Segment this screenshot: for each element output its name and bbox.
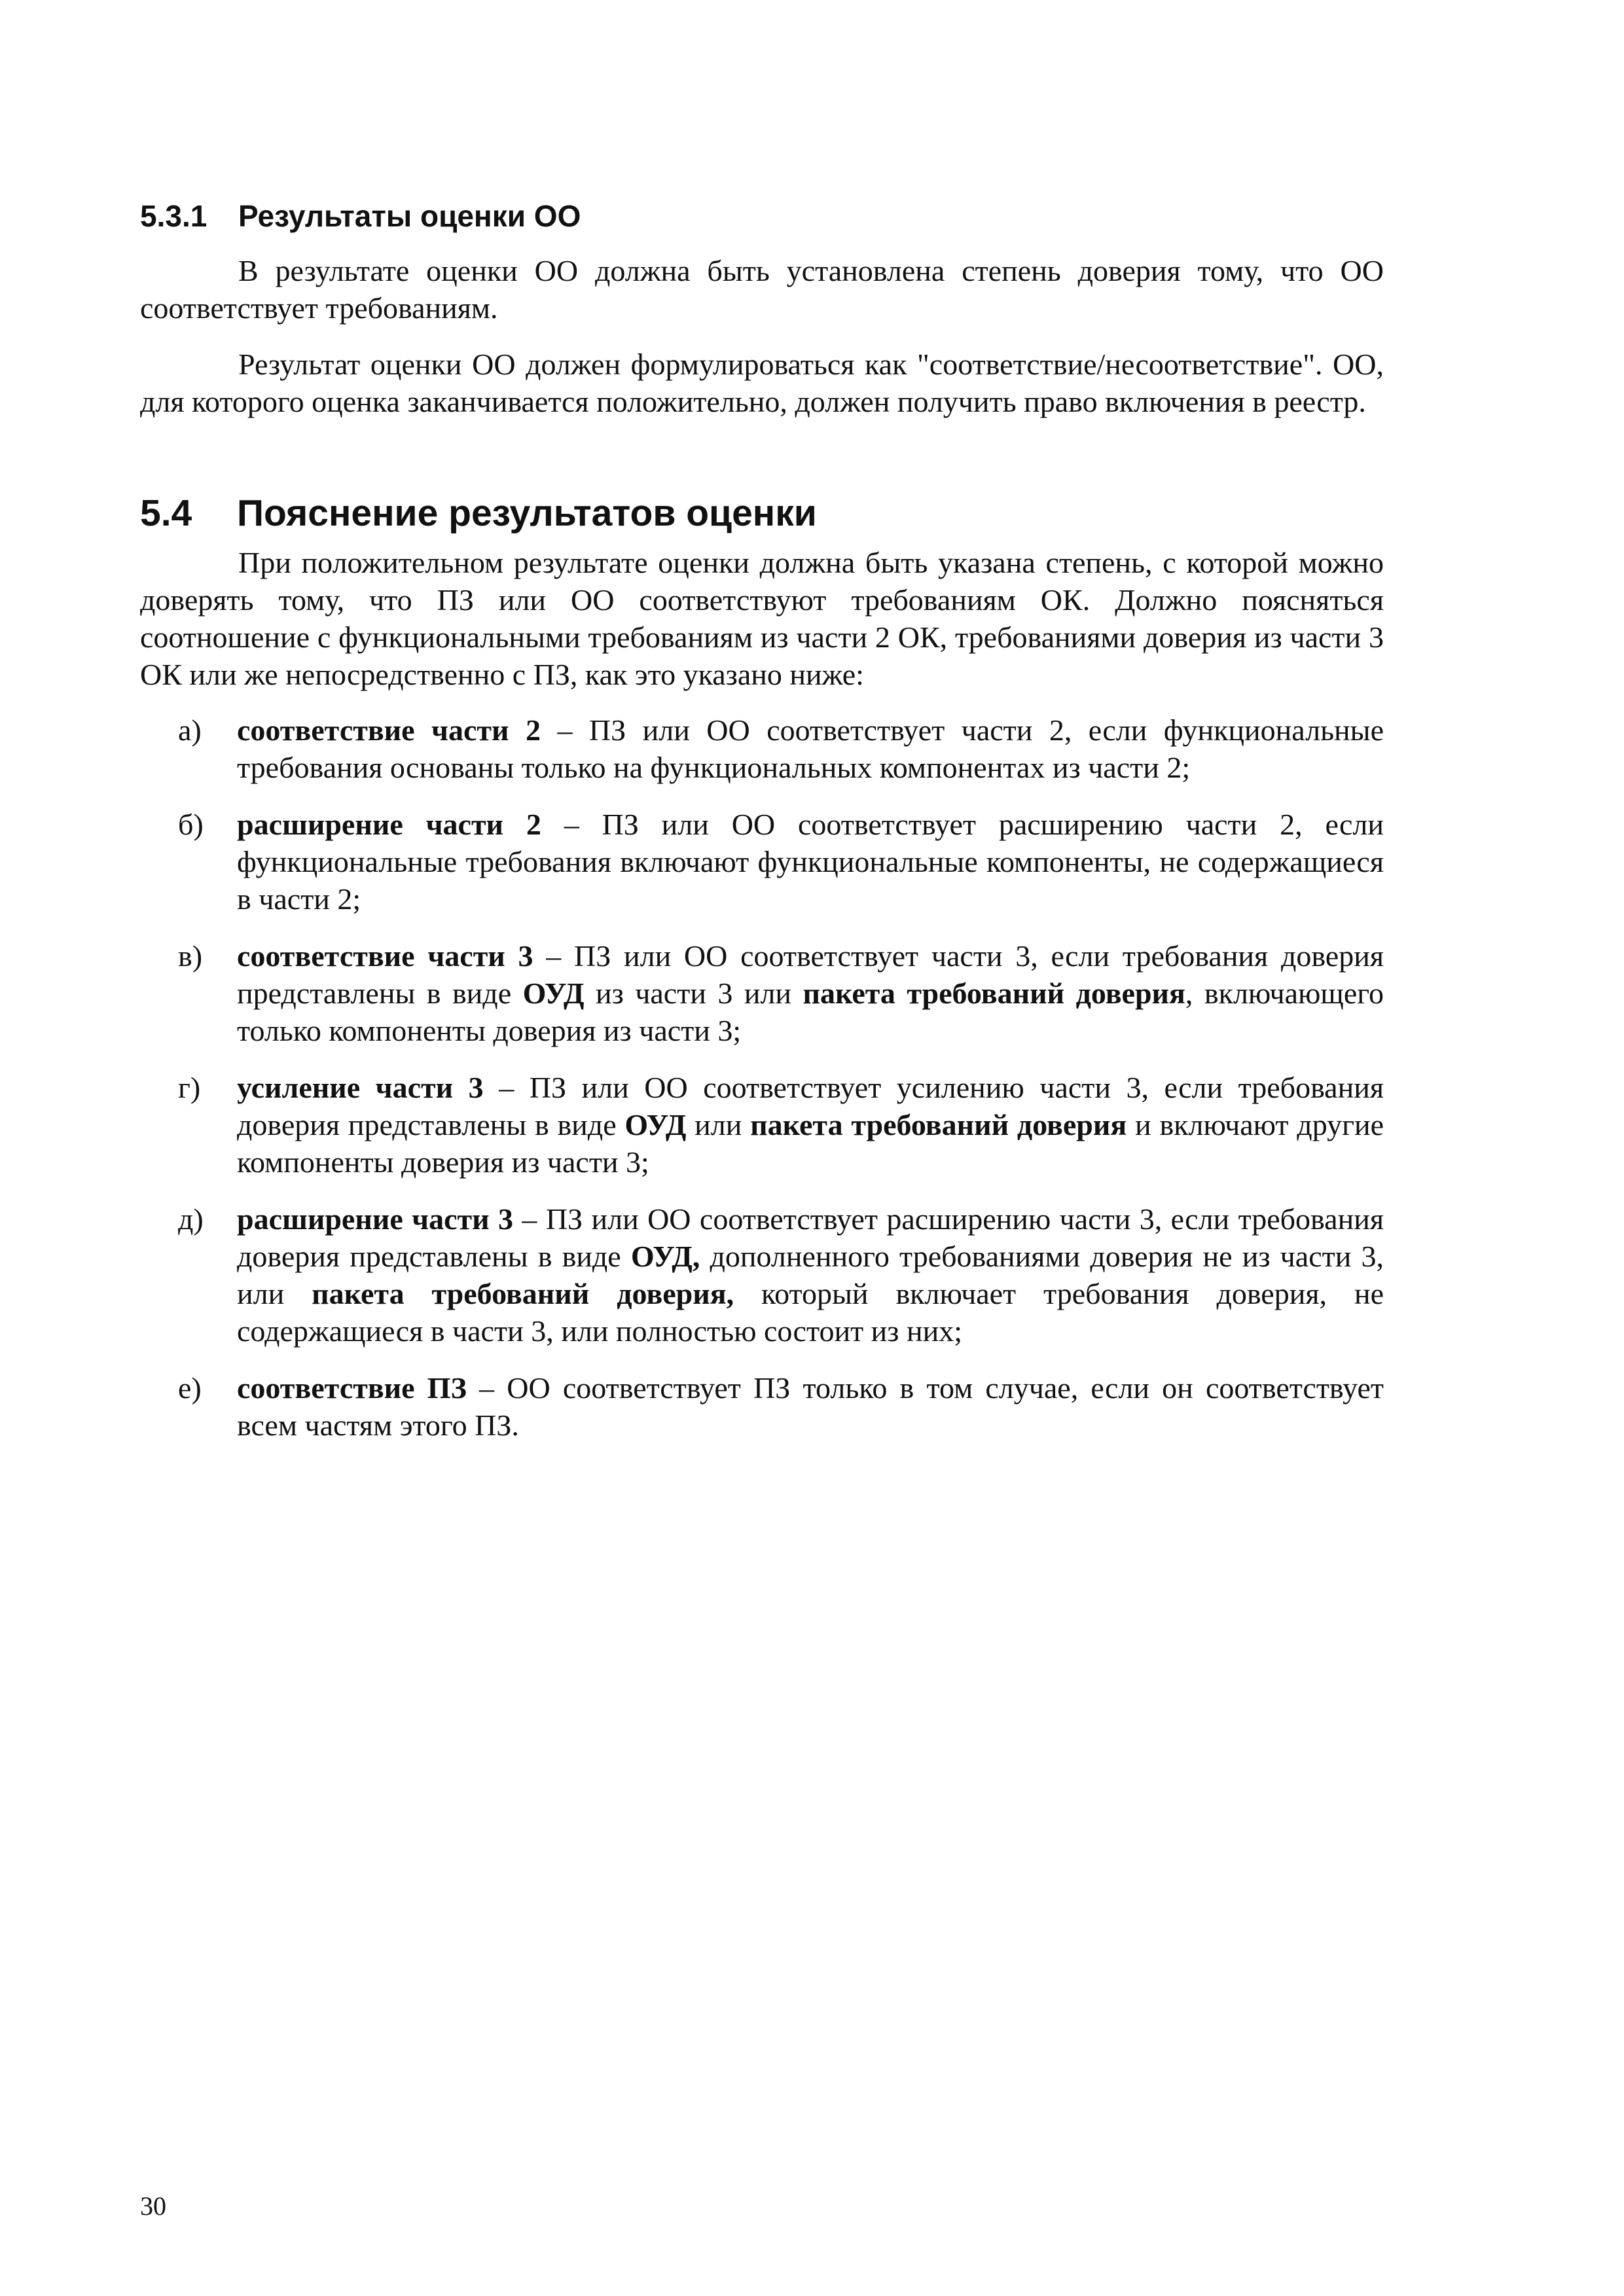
list-item — [140, 711, 1384, 786]
list-bold: пакета требований доверия — [803, 977, 1185, 1010]
list-marker: д) — [178, 1202, 204, 1236]
list-text: из части 3 или — [584, 977, 803, 1010]
conformance-list — [140, 711, 1384, 1463]
list-marker: а) — [178, 713, 202, 747]
list-text: – ПЗ или ОО соответствует части 2, если функциональные требования основаны только на функциональных компонентах из части 2; — [237, 713, 1384, 784]
list-marker: г) — [178, 1071, 201, 1104]
list-text: – ОО соответствует ПЗ только в том случае, если он соответствует всем частям этого ПЗ. — [237, 1371, 1384, 1442]
list-text: который включает требования доверия, не содержащиеся в части 3, или полностью состоит из них; — [237, 1277, 1384, 1348]
section-title: Пояснение результатов оценки — [237, 492, 817, 534]
list-text: – ПЗ или ОО соответствует расширению части 3, если требования доверия представлены в виде — [237, 1202, 1384, 1273]
list-term: соответствие ПЗ — [237, 1371, 467, 1405]
section-title: Результаты оценки ОО — [238, 199, 581, 233]
paragraph: В результате оценки ОО должна быть установлена степень доверия тому, что ОО соответствует требованиям. — [140, 254, 1384, 325]
paragraph: Результат оценки ОО должен формулироваться как "соответствие/несоответствие". ОО, для которого оценка заканчивается положительно, должен получить право включения в реестр. — [140, 348, 1384, 418]
section-number: 5.3.1 — [140, 199, 208, 233]
list-marker: б) — [178, 808, 204, 841]
list-item — [140, 1369, 1384, 1444]
list-term: соответствие части 2 — [237, 713, 541, 747]
list-marker: е) — [178, 1371, 202, 1405]
list-term: расширение части 3 — [237, 1202, 514, 1236]
list-text: или — [686, 1108, 751, 1141]
page-number: 30 — [140, 2191, 166, 2221]
list-term: расширение части 2 — [237, 808, 541, 841]
list-marker: в) — [178, 939, 203, 973]
list-text: и включают другие компоненты доверия из части 3; — [237, 1108, 1384, 1179]
list-bold: ОУД — [624, 1108, 687, 1141]
list-bold: пакета требований доверия — [750, 1108, 1127, 1141]
list-text: – ПЗ или ОО соответствует расширению части 2, если функциональные требования включают функциональные компоненты, не содержащиеся в части 2; — [237, 808, 1384, 916]
list-term: соответствие части 3 — [237, 939, 533, 973]
list-bold: ОУД — [522, 977, 585, 1010]
section-heading-5-4 — [140, 490, 1384, 537]
list-bold: пакета требований доверия, — [312, 1277, 734, 1310]
list-item — [140, 937, 1384, 1049]
list-item — [140, 806, 1384, 918]
list-text: – ПЗ или ОО соответствует усилению части 3, если требования доверия представлены в виде — [237, 1071, 1384, 1141]
section-number: 5.4 — [140, 492, 192, 534]
list-text: , включающего только компоненты доверия из части 3; — [237, 977, 1384, 1047]
list-item — [140, 1200, 1384, 1350]
paragraph: При положительном результате оценки должна быть указана степень, с которой можно доверять тому, что ПЗ или ОО соответствуют требованиям ОК. Должно поясняться соотношение с функциональными требованиям из части 2 ОК, требованиями доверия из части 3 ОК или же непосредственно с ПЗ, как это указано ниже: — [140, 546, 1384, 691]
list-text: – ПЗ или ОО соответствует части 3, если требования доверия представлены в виде — [237, 939, 1384, 1010]
list-bold: ОУД, — [630, 1240, 700, 1273]
list-term: усиление части 3 — [237, 1071, 484, 1104]
list-text: дополненного требованиями доверия не из части 3, или — [237, 1240, 1384, 1310]
section-heading-5-3-1 — [140, 196, 1384, 236]
list-item — [140, 1069, 1384, 1181]
